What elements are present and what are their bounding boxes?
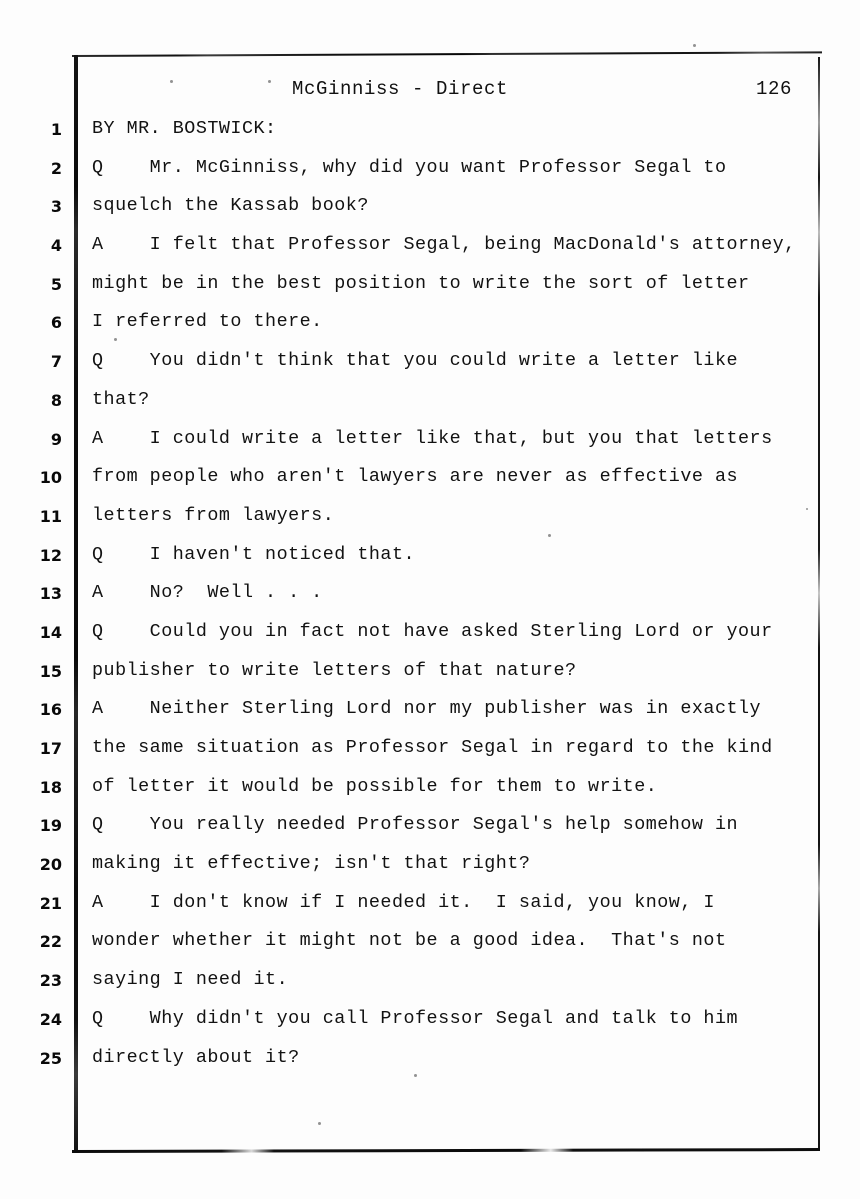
line-text: Q Could you in fact not have asked Sterling Lord or your (92, 620, 773, 642)
page-title: McGinniss - Direct (291, 78, 509, 100)
transcript-line (0, 350, 860, 389)
page-header (100, 78, 800, 104)
line-number: 20 (39, 855, 62, 875)
line-number: 6 (50, 313, 62, 333)
line-number: 5 (50, 274, 62, 294)
line-number: 17 (39, 739, 62, 758)
line-text: making it effective; isn't that right? (92, 853, 531, 875)
line-number: 3 (50, 197, 62, 217)
line-text: BY MR. BOSTWICK: (92, 118, 277, 139)
line-number: 8 (50, 390, 62, 410)
transcript-line (0, 698, 860, 737)
line-text: Q Mr. McGinniss, why did you want Professor Segal to (92, 156, 727, 178)
transcript-line (0, 311, 860, 350)
line-number: 1 (50, 120, 62, 139)
transcript-line (0, 389, 860, 428)
transcript-line (0, 195, 860, 234)
line-text: letters from lawyers. (92, 504, 335, 526)
line-number: 18 (39, 777, 62, 797)
line-number: 2 (50, 158, 62, 178)
transcript-line (0, 1047, 860, 1086)
transcript-line (0, 853, 860, 892)
line-text: the same situation as Professor Segal in regard to the kind (92, 737, 773, 758)
scan-speck (318, 1122, 321, 1125)
line-number: 13 (39, 584, 62, 604)
transcript-line (0, 118, 860, 157)
line-number: 10 (39, 468, 62, 488)
line-text: of letter it would be possible for them to write. (92, 775, 658, 797)
scan-speck (693, 44, 696, 47)
transcript-line (0, 466, 860, 505)
scan-speck (114, 338, 117, 341)
transcript-line (0, 930, 860, 969)
page-number: 126 (755, 78, 792, 100)
line-text: A I felt that Professor Segal, being MacDonald's attorney, (92, 234, 796, 256)
line-text: might be in the best position to write the sort of letter (92, 272, 750, 294)
transcript-line (0, 621, 860, 660)
line-number: 7 (50, 352, 62, 372)
line-text: saying I need it. (92, 969, 289, 991)
line-text: directly about it? (92, 1046, 300, 1068)
transcript-line (0, 157, 860, 196)
line-text: Q I haven't noticed that. (92, 543, 416, 565)
frame-bottom-rule (72, 1148, 820, 1153)
line-number: 23 (39, 971, 62, 991)
line-text: Q Why didn't you call Professor Segal and talk to him (92, 1007, 739, 1029)
line-number: 19 (39, 816, 62, 836)
line-text: from people who aren't lawyers are never as effective as (92, 466, 739, 488)
transcript-line (0, 776, 860, 815)
line-number: 15 (39, 661, 62, 681)
line-text: that? (92, 388, 150, 410)
line-number: 12 (39, 545, 62, 565)
transcript-line (0, 428, 860, 467)
transcript-line (0, 544, 860, 583)
line-text: A No? Well . . . (92, 582, 323, 604)
line-number: 22 (39, 932, 62, 952)
line-number: 25 (39, 1048, 62, 1068)
scan-speck (414, 1074, 417, 1077)
line-text: A I don't know if I needed it. I said, you know, I (92, 891, 715, 913)
transcript-line (0, 505, 860, 544)
frame-top-rule (72, 51, 822, 57)
transcript-line (0, 234, 860, 273)
line-number: 24 (39, 1009, 62, 1029)
line-text: Q You didn't think that you could write a letter like (92, 350, 739, 372)
scan-speck (170, 80, 173, 83)
line-text: A I could write a letter like that, but you that letters (92, 427, 773, 449)
line-text: wonder whether it might not be a good idea. That's not (92, 930, 727, 952)
transcript-line (0, 737, 860, 776)
line-number: 9 (50, 429, 62, 449)
transcript-body (0, 118, 860, 1085)
transcript-line (0, 1008, 860, 1047)
transcript-line (0, 582, 860, 621)
line-number: 11 (39, 506, 62, 526)
line-number: 4 (50, 236, 62, 256)
line-text: Q You really needed Professor Segal's help somehow in (92, 814, 739, 836)
transcript-line (0, 969, 860, 1008)
line-number: 21 (39, 893, 62, 913)
line-text: A Neither Sterling Lord nor my publisher was in exactly (92, 698, 762, 720)
scan-speck (806, 508, 808, 510)
scan-speck (268, 80, 271, 83)
scan-speck (548, 534, 551, 537)
transcript-line (0, 892, 860, 931)
line-text: I referred to there. (92, 311, 323, 333)
transcript-line (0, 814, 860, 853)
line-text: publisher to write letters of that nature? (92, 659, 577, 681)
line-number: 14 (39, 622, 62, 642)
transcript-line (0, 660, 860, 699)
transcript-line (0, 273, 860, 312)
line-number: 16 (39, 700, 62, 720)
line-text: squelch the Kassab book? (92, 195, 369, 217)
